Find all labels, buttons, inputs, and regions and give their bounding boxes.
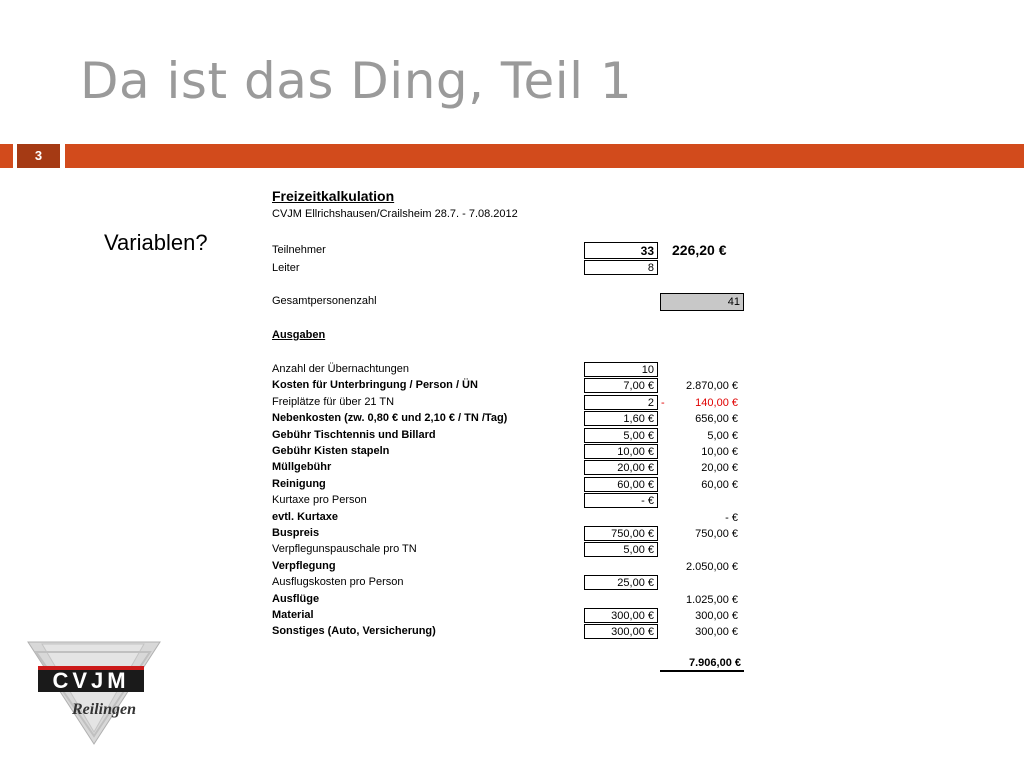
- row-label: evtl. Kurtaxe: [272, 510, 339, 523]
- row-input[interactable]: 25,00 €: [584, 575, 658, 590]
- spreadsheet: [270, 0, 750, 700]
- row-input[interactable]: 750,00 €: [584, 526, 658, 541]
- row-input[interactable]: 5,00 €: [584, 428, 658, 443]
- row-input[interactable]: - €: [584, 493, 658, 508]
- row-input[interactable]: 60,00 €: [584, 477, 658, 492]
- row-result: 20,00 €: [701, 462, 738, 475]
- teilnehmer-input[interactable]: 33: [584, 242, 658, 259]
- row-minus-sign: -: [661, 396, 665, 409]
- teilnehmer-price: 226,20 €: [672, 242, 727, 258]
- header-bar-left: [0, 144, 13, 168]
- row-label: Reinigung: [272, 477, 326, 490]
- teilnehmer-label: Teilnehmer: [272, 244, 326, 256]
- row-input[interactable]: 10,00 €: [584, 444, 658, 459]
- cvjm-logo: [24, 636, 164, 748]
- sheet-subtitle: CVJM Ellrichshausen/Crailsheim 28.7. - 7.08.2012: [272, 208, 518, 220]
- row-label: Freiplätze für über 21 TN: [272, 395, 395, 408]
- row-input[interactable]: 5,00 €: [584, 542, 658, 557]
- row-label: Anzahl der Übernachtungen: [272, 363, 409, 375]
- variables-label: Variablen?: [104, 230, 208, 255]
- logo-text: CVJM: [52, 668, 130, 693]
- row-result: 60,00 €: [701, 478, 738, 491]
- row-input[interactable]: 300,00 €: [584, 608, 658, 623]
- row-result: 10,00 €: [701, 446, 738, 458]
- row-label: Kurtaxe pro Person: [272, 494, 367, 507]
- row-result: - €: [725, 511, 738, 524]
- row-result: 140,00 €: [695, 396, 738, 409]
- leiter-input[interactable]: 8: [584, 260, 658, 275]
- row-input[interactable]: 300,00 €: [584, 624, 658, 639]
- sheet-title: Freizeitkalkulation: [272, 188, 395, 204]
- row-label: Nebenkosten (zw. 0,80 € und 2,10 € / TN /Tag): [272, 412, 508, 425]
- slide-number: 3: [17, 144, 60, 168]
- row-label: Buspreis: [272, 527, 320, 539]
- row-label: Gebühr Kisten stapeln: [272, 445, 390, 457]
- leiter-label: Leiter: [272, 262, 300, 274]
- row-result: 300,00 €: [695, 626, 738, 639]
- logo-subtext: Reilingen: [71, 701, 137, 718]
- row-label: Verpflegung: [272, 559, 336, 572]
- row-result: 5,00 €: [707, 429, 738, 442]
- row-label: Gebühr Tischtennis und Billard: [272, 428, 436, 441]
- row-label: Ausflugskosten pro Person: [272, 576, 404, 589]
- slide-title: Da ist das Ding, Teil 1: [80, 52, 633, 110]
- row-result: 656,00 €: [695, 413, 738, 426]
- gesamt-label: Gesamtpersonenzahl: [272, 295, 377, 307]
- row-result: 2.870,00 €: [686, 380, 738, 393]
- grand-total: 7.906,00 €: [660, 657, 744, 672]
- gesamt-value: 41: [660, 293, 744, 311]
- row-label: Material: [272, 609, 314, 621]
- row-input[interactable]: 7,00 €: [584, 378, 658, 393]
- row-label: Kosten für Unterbringung / Person / ÜN: [272, 379, 478, 392]
- row-result: 2.050,00 €: [686, 560, 738, 573]
- row-input[interactable]: 2: [584, 395, 658, 410]
- ausgaben-heading: Ausgaben: [272, 329, 326, 341]
- row-label: Müllgebühr: [272, 461, 332, 474]
- row-result: 1.025,00 €: [686, 593, 738, 606]
- row-input[interactable]: 20,00 €: [584, 460, 658, 475]
- row-label: Sonstiges (Auto, Versicherung): [272, 625, 436, 638]
- row-label: Verpflegunspauschale pro TN: [272, 543, 417, 556]
- row-input[interactable]: 10: [584, 362, 658, 377]
- row-label: Ausflüge: [272, 592, 320, 605]
- row-result: 300,00 €: [695, 610, 738, 622]
- row-result: 750,00 €: [695, 528, 738, 540]
- row-input[interactable]: 1,60 €: [584, 411, 658, 426]
